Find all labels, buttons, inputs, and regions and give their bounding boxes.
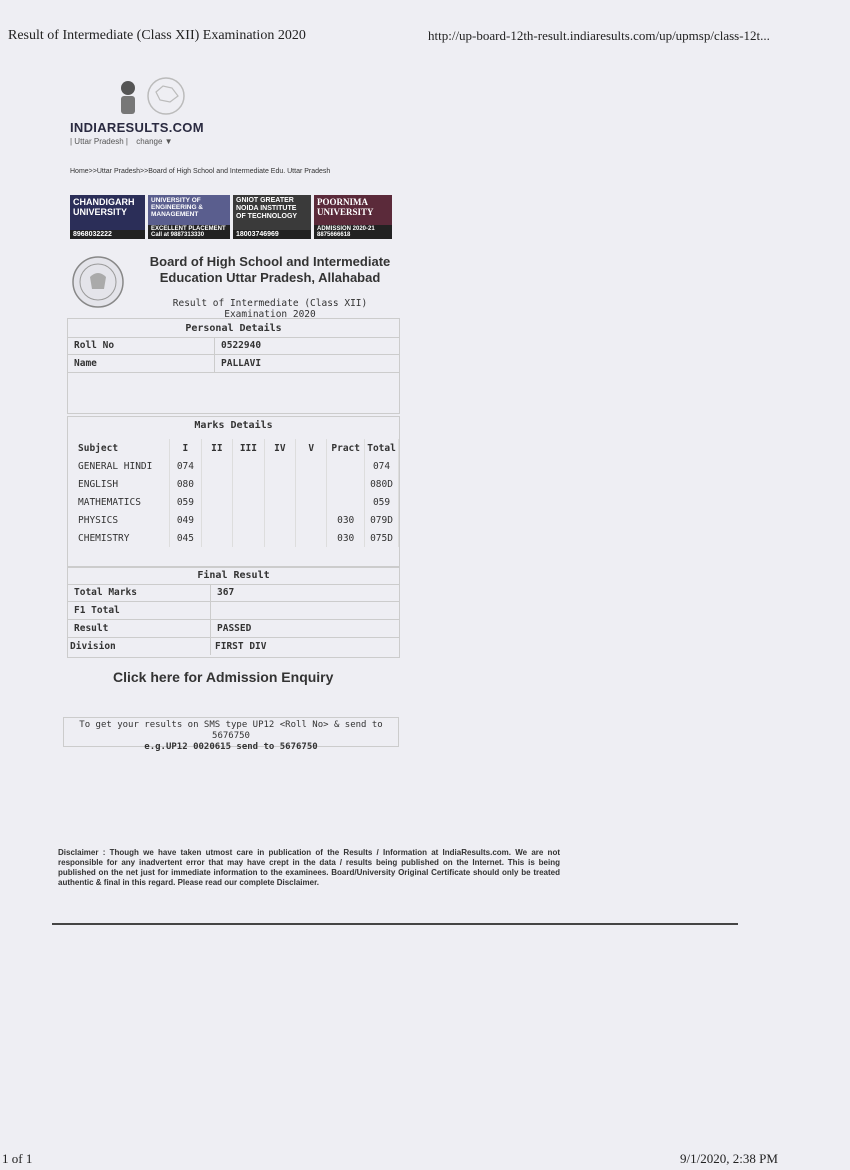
marks-row — [74, 457, 399, 475]
board-title — [140, 254, 400, 286]
roll-value: 0522940 — [214, 337, 261, 354]
final-result-heading: Final Result — [68, 567, 399, 585]
marks-cell: 059 — [170, 493, 202, 511]
marks-row — [74, 475, 399, 493]
marks-cell — [264, 529, 295, 547]
roll-row — [68, 337, 399, 355]
ad-title: UNIVERSITY OF ENGINEERING & MANAGEMENT — [151, 197, 204, 218]
marks-cell — [233, 529, 265, 547]
marks-cell — [233, 457, 265, 475]
marks-cell: 074 — [365, 457, 399, 475]
col-iii: III — [233, 439, 265, 457]
col-pract: Pract — [327, 439, 365, 457]
result-row — [68, 620, 399, 638]
marks-cell — [201, 457, 232, 475]
total-marks-label: Total Marks — [74, 587, 137, 598]
marks-cell — [327, 493, 365, 511]
ad-title: GNIOT GREATER NOIDA INSTITUTE OF TECHNOLOGY — [236, 197, 298, 220]
ad-title: POORNIMA UNIVERSITY — [317, 197, 374, 217]
site-logo-icon[interactable] — [108, 76, 198, 120]
marks-details-table — [67, 416, 400, 568]
subject-cell: PHYSICS — [74, 511, 170, 529]
ad-gniot[interactable] — [233, 195, 311, 239]
marks-header-row — [74, 439, 399, 457]
personal-details-table — [67, 318, 400, 414]
division-row — [68, 638, 399, 655]
marks-cell — [327, 457, 365, 475]
subject-cell: MATHEMATICS — [74, 493, 170, 511]
personal-details-heading: Personal Details — [68, 320, 399, 338]
exam-title: Result of Intermediate (Class XII) Examination 2020 — [172, 298, 368, 320]
division-label: Division — [70, 641, 116, 652]
marks-cell: 049 — [170, 511, 202, 529]
marks-cell: 079D — [365, 511, 399, 529]
marks-row — [74, 529, 399, 547]
col-total: Total — [365, 439, 399, 457]
col-i: I — [170, 439, 202, 457]
sms-line1: To get your results on SMS type UP12 <Roll No> & send to 5676750 — [79, 720, 383, 741]
marks-cell: 075D — [365, 529, 399, 547]
board-title-line2: Education Uttar Pradesh, Allahabad — [159, 270, 381, 285]
ad-title: CHANDIGARH UNIVERSITY — [73, 197, 135, 217]
disclaimer-text: Disclaimer : Though we have taken utmost care in publication of the Results / Information at IndiaResults.com. We are not responsible for any inadvertent error that may have crept in the data / results being published on the Internet. This is being published on the net just for immediate information to the examinees. Board/University Original Certificate should only be treated authentic & final in this regard. Please read our complete Disclaimer. — [58, 848, 560, 887]
marks-cell: 074 — [170, 457, 202, 475]
ad-banner-strip — [70, 195, 395, 239]
breadcrumb[interactable]: Home>>Uttar Pradesh>>Board of High School and Intermediate Edu. Uttar Pradesh — [70, 168, 331, 175]
total-marks-row — [68, 584, 399, 602]
ad-uem[interactable] — [148, 195, 230, 239]
name-label: Name — [74, 358, 97, 369]
col-iv: IV — [264, 439, 295, 457]
marks-cell — [296, 475, 327, 493]
marks-row — [74, 511, 399, 529]
marks-cell — [201, 475, 232, 493]
marks-row — [74, 493, 399, 511]
marks-cell: 030 — [327, 511, 365, 529]
marks-cell: 030 — [327, 529, 365, 547]
marks-cell — [233, 511, 265, 529]
marks-cell: 059 — [365, 493, 399, 511]
f1-total-label: F1 Total — [74, 605, 120, 616]
marks-cell: 080 — [170, 475, 202, 493]
marks-cell — [233, 475, 265, 493]
name-value: PALLAVI — [214, 355, 261, 372]
board-title-line1: Board of High School and Intermediate — [149, 254, 391, 269]
marks-cell — [201, 529, 232, 547]
result-value: PASSED — [210, 620, 251, 637]
change-state-link[interactable]: change ▼ — [136, 137, 173, 146]
ad-phone: EXCELLENT PLACEMENT Call at 9887313330 — [148, 225, 230, 239]
name-row — [68, 355, 399, 373]
sms-line2: e.g.UP12 0020615 send to 5676750 — [144, 742, 318, 752]
marks-cell — [327, 475, 365, 493]
marks-cell — [201, 493, 232, 511]
f1-total-row — [68, 602, 399, 620]
admission-enquiry-link[interactable]: Click here for Admission Enquiry — [113, 669, 334, 685]
marks-cell — [296, 529, 327, 547]
col-v: V — [296, 439, 327, 457]
board-seal-icon — [68, 255, 128, 310]
marks-cell: 080D — [365, 475, 399, 493]
marks-cell — [296, 457, 327, 475]
col-subject: Subject — [74, 439, 170, 457]
subject-cell: GENERAL HINDI — [74, 457, 170, 475]
ad-poornima[interactable] — [314, 195, 392, 239]
marks-cell: 045 — [170, 529, 202, 547]
ad-phone: 8968032222 — [70, 230, 145, 239]
division-value: FIRST DIV — [210, 638, 266, 655]
marks-details-heading: Marks Details — [194, 420, 273, 431]
subject-cell: ENGLISH — [74, 475, 170, 493]
marks-cell — [264, 475, 295, 493]
ad-chandigarh-university[interactable] — [70, 195, 145, 239]
marks-cell — [296, 511, 327, 529]
divider-line — [52, 923, 738, 925]
ad-phone: ADMISSION 2020-21 8875666618 — [314, 225, 392, 239]
total-marks-value: 367 — [210, 584, 234, 601]
result-label: Result — [74, 623, 109, 634]
marks-cell — [233, 493, 265, 511]
marks-table — [74, 439, 399, 547]
state-label: | Uttar Pradesh | — [70, 137, 128, 146]
marks-cell — [264, 511, 295, 529]
final-result-table — [67, 566, 400, 658]
print-header-url: http://up-board-12th-result.indiaresults.com/up/upmsp/class-12t... — [428, 28, 770, 43]
print-footer-page: 1 of 1 — [2, 1151, 33, 1166]
marks-cell — [201, 511, 232, 529]
site-logo-text[interactable]: INDIARESULTS.COM — [70, 120, 204, 135]
marks-cell — [296, 493, 327, 511]
ad-phone: 18003746969 — [233, 230, 311, 239]
f1-total-value — [210, 602, 217, 619]
subject-cell: CHEMISTRY — [74, 529, 170, 547]
roll-label: Roll No — [74, 340, 115, 351]
marks-cell — [264, 457, 295, 475]
col-ii: II — [201, 439, 232, 457]
print-footer-datetime: 9/1/2020, 2:38 PM — [680, 1151, 778, 1166]
state-selector — [70, 137, 179, 146]
sms-info-box — [63, 717, 399, 752]
marks-cell — [264, 493, 295, 511]
print-header-title: Result of Intermediate (Class XII) Examination 2020 — [8, 28, 306, 43]
